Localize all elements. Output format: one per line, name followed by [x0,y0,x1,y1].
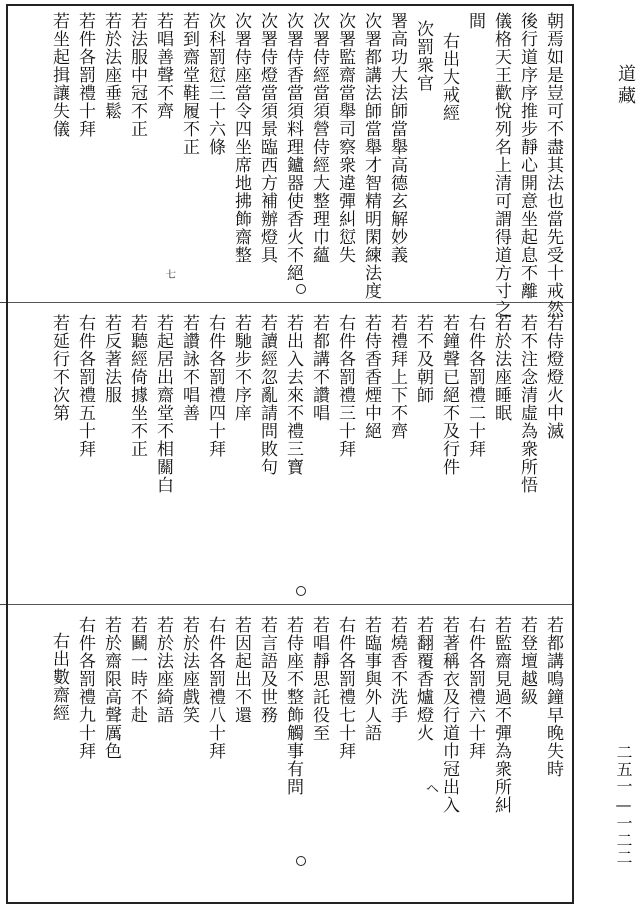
middle-block-column: 若鐘聲已絕不及行件 [439,314,459,476]
top-block-column: 次署都講法師當舉才智精明閑練法度 [361,12,381,300]
top-text-block [26,12,566,318]
top-block-column: 次署監齋當舉司察衆違彈糾愆失 [335,12,355,264]
bottom-block-column: 若唱靜思託役至 [309,616,329,742]
top-block-column: 若於法座垂鬆 [101,12,121,120]
middle-block-column: 若出入去來不禮三寶 [283,314,303,476]
bottom-block-column: 若因起出不還 [231,616,251,724]
top-block-column: 次罰衆官 [413,20,433,92]
bottom-block-column: 若鬬一時不赴 [127,616,147,724]
bottom-block-column: 若於法座綺語 [153,616,173,724]
bottom-block-column: 若燒香不洗手 [387,616,407,724]
middle-block-column: 若延行不次第 [49,314,69,422]
section-divider-2 [8,604,572,605]
middle-block-column: 若馳步不序庠 [231,314,251,422]
top-block-column: 次署侍香當須料理鑪器使香火不絕 [283,12,303,282]
top-block-column: 署高功大法師當舉高德玄解妙義 [387,12,407,264]
top-block-column: 若唱善聲不齊 [153,12,173,120]
top-block-column: 儀格天王歡悅列名上清可謂得道方寸之 [491,12,511,318]
canon-title: 道藏 [615,64,636,108]
top-block-column: 若件各罰禮十拜 [75,12,95,138]
bottom-block-column: 若於齋限高聲厲色 [101,616,121,760]
bottom-block-column: 右出數齋經 [49,632,69,722]
margin-tick-1 [0,302,6,303]
bottom-block-column: 右件各罰禮六十拜 [465,616,485,760]
middle-block-column: 若侍香香煙中絕 [361,314,381,440]
middle-block-column: 若讀經忽亂請問敗句 [257,314,277,476]
top-block-column: 後行道序序推步靜心開意坐起息不離 [517,12,537,300]
top-block-column: 次科罰愆三十六條 [205,12,225,156]
bottom-block-column: 右件各罰禮七十拜 [335,616,355,760]
bottom-block-column: 若於法座戲笑 [179,616,199,724]
top-block-column: 次署侍燈當須景臨西方補辦燈具 [257,12,277,264]
middle-block-column: 若不注念清虛為衆所悟 [517,314,537,494]
margin-tick-2 [0,604,6,605]
middle-block-column: 若反著法服 [101,314,121,404]
bottom-block-column: 若臨事與外人語 [361,616,381,742]
top-block-column: 若到齋堂鞋履不正 [179,12,199,156]
bottom-block-column: 右件各罰禮九十拜 [75,616,95,760]
top-block-column: 次署侍經當須營侍經大整理巾蘊 [309,12,329,264]
middle-block-column: 若禮拜上下不齊 [387,314,407,440]
bottom-block-column: 若登壇越級 [517,616,537,706]
middle-block-column: 若都講不讚唱 [309,314,329,422]
section-divider-1 [8,302,572,303]
middle-block-column: 右件各罰禮二十拜 [465,314,485,458]
top-block-column: 間 [465,12,485,30]
bottom-block-column: 若著稱衣及行道巾冠出入 [439,616,459,814]
bottom-text-block [26,616,566,901]
bottom-block-column: 若監齋見過不彈為衆所糾 [491,616,511,814]
middle-block-column: 右件各罰禮五十拜 [75,314,95,458]
bottom-block-column: 若翻覆香爐燈火 [413,616,433,742]
handwritten-mark: ヘ [426,782,440,797]
bottom-block-column: 若侍座不整飾觸事有問 [283,616,303,796]
page-number: 二五一—一二二 [614,744,633,866]
middle-block-column: 若於法座睡眠 [491,314,511,422]
middle-block-column: 若聽經倚據坐不正 [127,314,147,458]
top-block-column: 朝焉如是豈可不盡其法也當先受十戒然 [543,12,563,318]
middle-block-column: 若讚詠不唱善 [179,314,199,422]
top-block-column: 若法服中冠不正 [127,12,147,138]
top-block-column: 次署侍座當令四坐席地拂飾齋整 [231,12,251,264]
top-block-column: 右出大戒經 [439,32,459,122]
small-mark: 七 [166,270,176,281]
top-block-column: 若坐起揖讓失儀 [49,12,69,138]
bottom-block-column: 若都講鳴鐘早晚失時 [543,616,563,778]
middle-block-column: 右件各罰禮四十拜 [205,314,225,458]
middle-block-column: 若不及朝師 [413,314,433,404]
middle-text-block [26,314,566,599]
bottom-block-column: 右件各罰禮八十拜 [205,616,225,760]
middle-block-column: 若侍燈燈火中滅 [543,314,563,440]
middle-block-column: 若起居出齋堂不相關白 [153,314,173,494]
middle-block-column: 右件各罰禮三十拜 [335,314,355,458]
bottom-block-column: 若言語及世務 [257,616,277,724]
